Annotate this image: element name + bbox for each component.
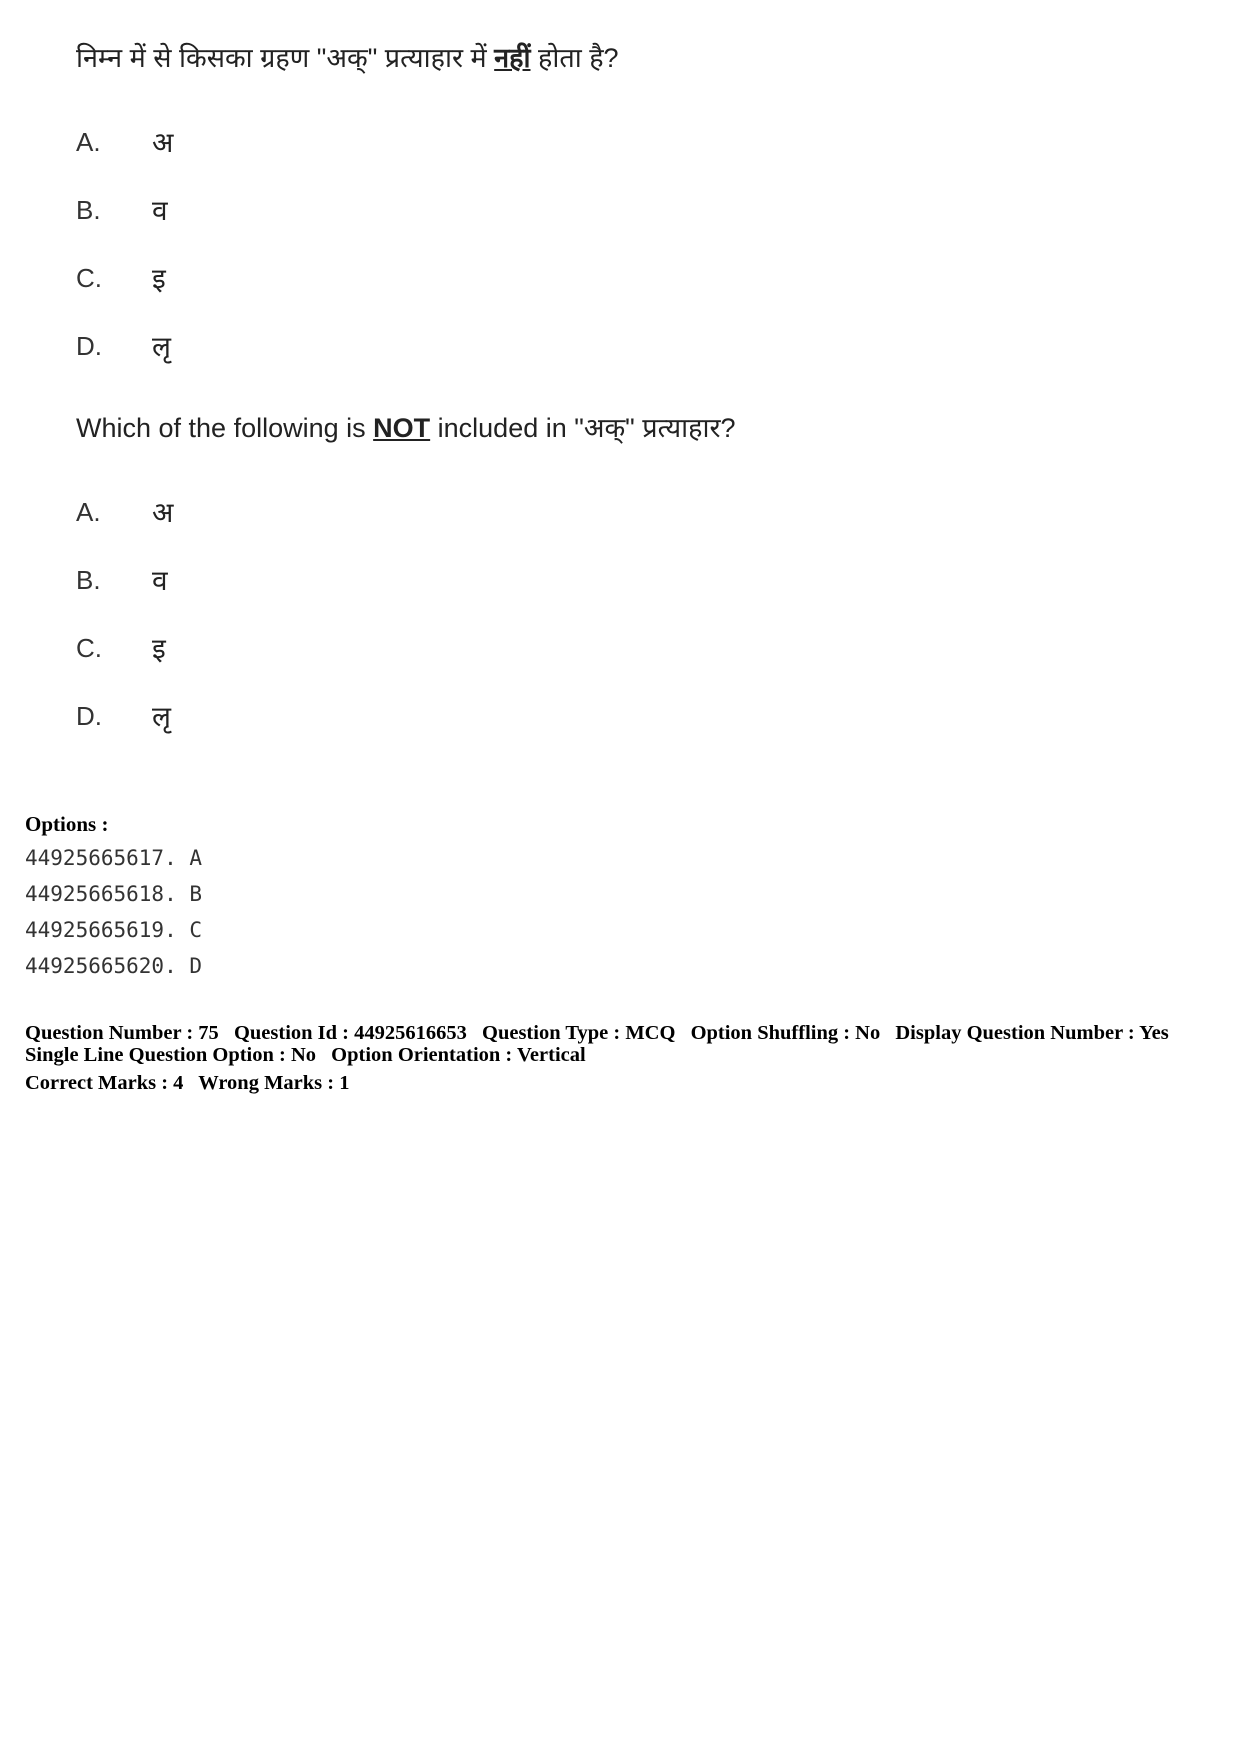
question-hindi-text — [76, 40, 619, 76]
option-id-item: 44925665619. C — [25, 918, 203, 942]
meta-question-type: Question Type : MCQ — [482, 1022, 676, 1044]
meta-display-question-number: Display Question Number : Yes — [895, 1022, 1169, 1044]
option-letter: D. — [76, 700, 102, 731]
option-value: लृ — [152, 331, 171, 362]
meta-line-2 — [25, 1044, 1169, 1066]
option-english-a — [76, 478, 736, 546]
option-hindi-c — [76, 244, 619, 312]
option-value: अ — [152, 497, 174, 528]
option-id-item: 44925665618. B — [25, 882, 203, 906]
option-value: व — [152, 565, 168, 596]
meta-option-orientation: Option Orientation : Vertical — [331, 1044, 586, 1066]
meta-wrong-marks: Wrong Marks : 1 — [198, 1072, 350, 1094]
option-ids-list — [25, 840, 202, 984]
option-letter: B. — [76, 194, 101, 225]
question-hindi-emphasis: नहीं — [494, 43, 531, 73]
meta-line-1 — [25, 1022, 1169, 1044]
meta-question-number: Question Number : 75 — [25, 1022, 219, 1044]
meta-line-3 — [25, 1072, 1169, 1094]
option-english-b — [76, 546, 736, 614]
meta-correct-marks: Correct Marks : 4 — [25, 1072, 184, 1094]
meta-single-line-option: Single Line Question Option : No — [25, 1044, 317, 1066]
question-english-emphasis: NOT — [373, 413, 431, 443]
option-letter: C. — [76, 262, 102, 293]
option-letter: A. — [76, 496, 101, 527]
option-hindi-a — [76, 108, 619, 176]
option-value: इ — [152, 633, 166, 664]
option-value: व — [152, 195, 168, 226]
option-hindi-b — [76, 176, 619, 244]
meta-question-id: Question Id : 44925616653 — [233, 1022, 467, 1044]
option-letter: A. — [76, 126, 101, 157]
question-english-block — [76, 410, 736, 750]
option-value: इ — [152, 263, 166, 294]
option-english-d — [76, 682, 736, 750]
options-heading: Options : — [25, 812, 109, 836]
question-hindi-block — [76, 40, 619, 380]
option-letter: B. — [76, 564, 101, 595]
option-hindi-d — [76, 312, 619, 380]
option-letter: D. — [76, 330, 102, 361]
option-value: लृ — [152, 701, 171, 732]
question-hindi-prefix: निम्न में से किसका ग्रहण "अक्" प्रत्याहार में — [76, 43, 495, 73]
question-english-suffix: included in "अक्" प्रत्याहार? — [430, 413, 736, 443]
option-english-c — [76, 614, 736, 682]
question-english-text — [76, 410, 736, 446]
option-value: अ — [152, 127, 174, 158]
option-id-item: 44925665620. D — [25, 954, 203, 978]
question-hindi-suffix: होता है? — [530, 43, 619, 73]
option-id-item: 44925665617. A — [25, 846, 203, 870]
option-letter: C. — [76, 632, 102, 663]
meta-option-shuffling: Option Shuffling : No — [690, 1022, 881, 1044]
question-english-prefix: Which of the following is — [76, 413, 374, 443]
question-meta — [25, 1022, 1169, 1094]
